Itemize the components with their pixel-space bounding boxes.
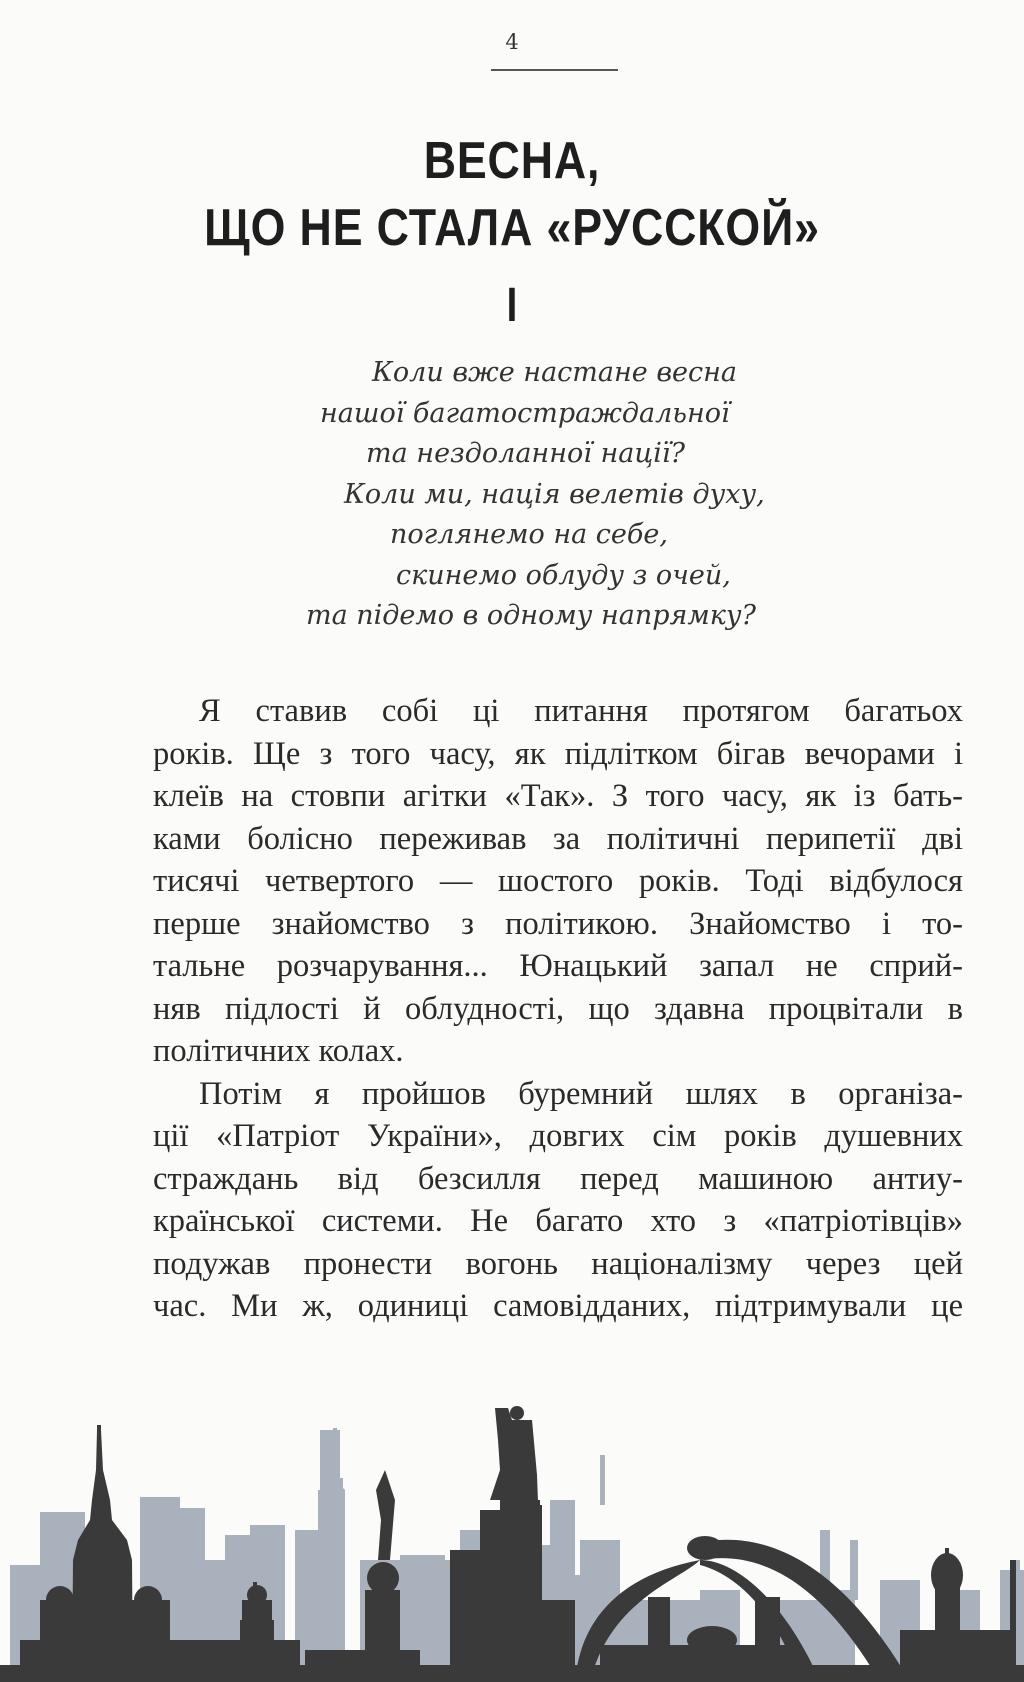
body-line: ції «Патріот України», довгих сім років душевних	[153, 1118, 963, 1154]
epigraph	[300, 353, 820, 637]
page-number: 4	[505, 30, 519, 54]
body-line: страждань від безсилля перед машиною антиу-	[153, 1160, 963, 1197]
body-line: Я ставив собі ці питання протягом багатьох	[199, 693, 963, 729]
body-line: років. Ще з того часу, як підлітком бігав вечорами і	[153, 735, 963, 772]
epigraph-line: та підемо в одному напрямку?	[306, 600, 757, 631]
city-skyline-illustration	[0, 1380, 1024, 1682]
body-line: тисячі четвертого — шостого років. Тоді відбулося	[153, 863, 963, 899]
epigraph-line: Коли ми, нація велетів духу,	[344, 478, 765, 510]
chapter-title-line-2: ЩО НЕ СТАЛА «РУССКОЙ»	[204, 199, 820, 257]
page-number-rule	[491, 69, 618, 71]
body-line: ками болісно переживав за політичні перипетії дві	[153, 820, 963, 857]
epigraph-line: скинемо облуду з очей,	[396, 559, 731, 591]
epigraph-line: Коли вже настане весна	[372, 357, 738, 388]
chapter-title	[72, 128, 953, 262]
body-line: час. Ми ж, одиниці самовідданих, підтримували це	[153, 1288, 963, 1324]
body-line: подужав пронести вогонь націоналізму через цей	[153, 1245, 963, 1282]
body-line: тальне розчарування... Юнацький запал не сприй-	[153, 948, 963, 984]
body-line: політичних колах.	[153, 1033, 404, 1069]
body-line: клеїв на стовпи агітки «Так». З того часу, як із бать-	[153, 778, 963, 814]
epigraph-line: нашої багатостраждальної	[320, 397, 730, 429]
section-number: I	[506, 279, 518, 332]
body-line: Потім я пройшов буремний шлях в організа-	[199, 1075, 963, 1112]
body-line: няв підлості й облудності, що здавна процвітали в	[153, 990, 963, 1027]
chapter-title-line-1: ВЕСНА,	[423, 132, 601, 190]
body-line: перше знайомство з політикою. Знайомство і то-	[153, 905, 963, 942]
epigraph-line: поглянемо на себе,	[390, 519, 668, 550]
body-line: країнської системи. Не багато хто з «патріотівців»	[153, 1203, 963, 1239]
epigraph-line: та нездоланної нації?	[366, 438, 685, 469]
body-text	[153, 690, 963, 1328]
